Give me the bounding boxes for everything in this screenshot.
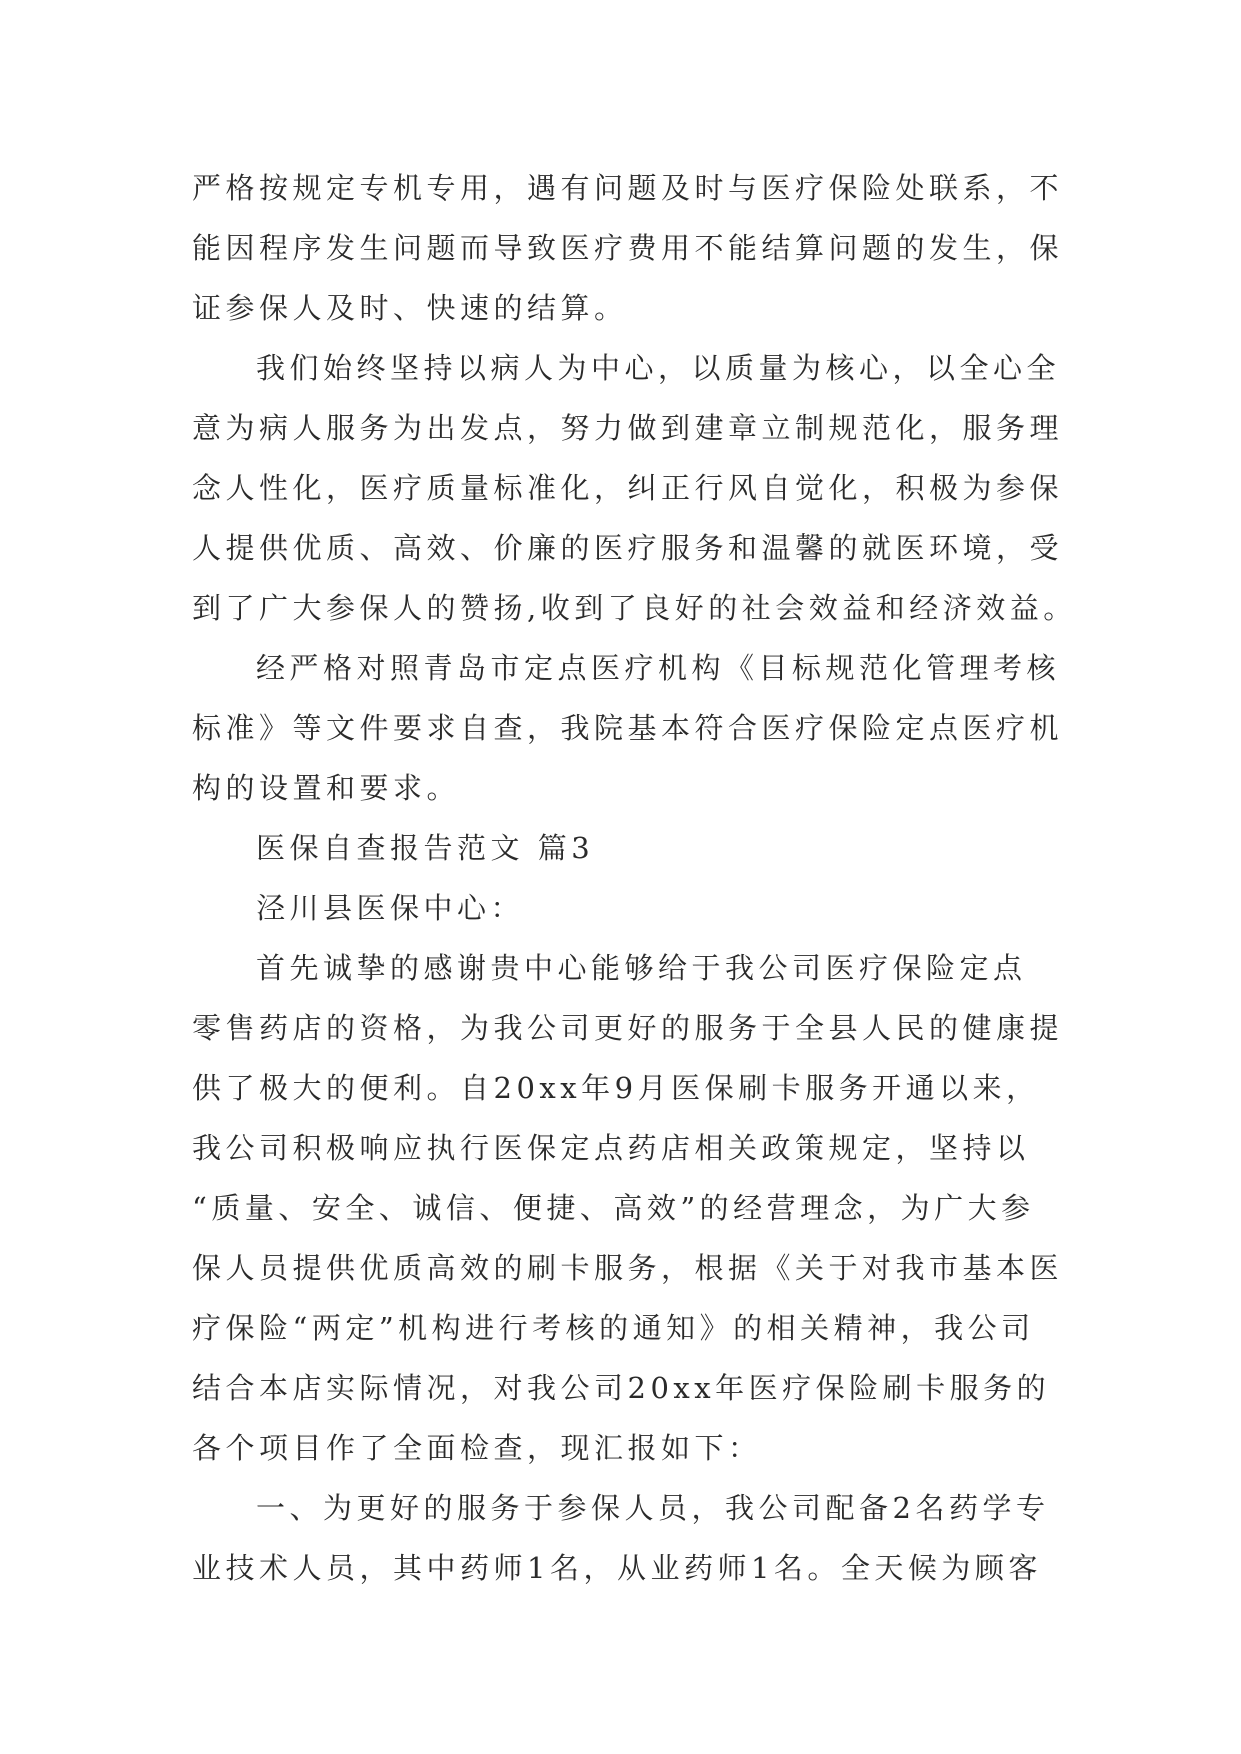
text-line: “质量、安全、诚信、便捷、高效”的经营理念，为广大参 [192,1191,1035,1225]
text-line: 首先诚挚的感谢贵中心能够给于我公司医疗保险定点 [256,951,1027,985]
text-line: 严格按规定专机专用，遇有问题及时与医疗保险处联系，不 [192,171,1064,205]
text-line: 人提供优质、高效、价廉的医疗服务和温馨的就医环境，受 [192,531,1064,565]
text-line: 经严格对照青岛市定点医疗机构《目标规范化管理考核 [256,651,1061,685]
text-line: 能因程序发生问题而导致医疗费用不能结算问题的发生，保 [192,231,1064,265]
text-line: 业技术人员，其中药师1名，从业药师1名。全天候为顾客 [192,1551,1042,1585]
text-line: 保人员提供优质高效的刷卡服务，根据《关于对我市基本医 [192,1251,1064,1285]
text-line: 各个项目作了全面检查，现汇报如下： [192,1431,762,1465]
text-line: 零售药店的资格，为我公司更好的服务于全县人民的健康提 [192,1011,1064,1045]
salutation: 泾川县医保中心： [256,891,525,925]
text-line: 我们始终坚持以病人为中心，以质量为核心，以全心全 [256,351,1061,385]
text-line: 构的设置和要求。 [192,771,461,805]
text-line: 标准》等文件要求自查，我院基本符合医疗保险定点医疗机 [192,711,1064,745]
text-line: 一、为更好的服务于参保人员，我公司配备2名药学专 [256,1491,1050,1525]
text-line: 疗保险“两定”机构进行考核的通知》的相关精神，我公司 [192,1311,1035,1345]
text-line: 证参保人及时、快速的结算。 [192,291,628,325]
text-line: 到了广大参保人的赞扬,收到了良好的社会效益和经济效益。 [192,591,1077,625]
section-heading: 医保自查报告范文 篇3 [256,831,595,865]
text-line: 供了极大的便利。自20xx年9月医保刷卡服务开通以来， [192,1071,1040,1105]
document-body [192,158,1077,1598]
text-line: 意为病人服务为出发点，努力做到建章立制规范化，服务理 [192,411,1064,445]
text-line: 我公司积极响应执行医保定点药店相关政策规定，坚持以 [192,1131,1030,1165]
text-line: 念人性化，医疗质量标准化，纠正行风自觉化，积极为参保 [192,471,1064,505]
text-line: 结合本店实际情况，对我公司20xx年医疗保险刷卡服务的 [192,1371,1051,1405]
